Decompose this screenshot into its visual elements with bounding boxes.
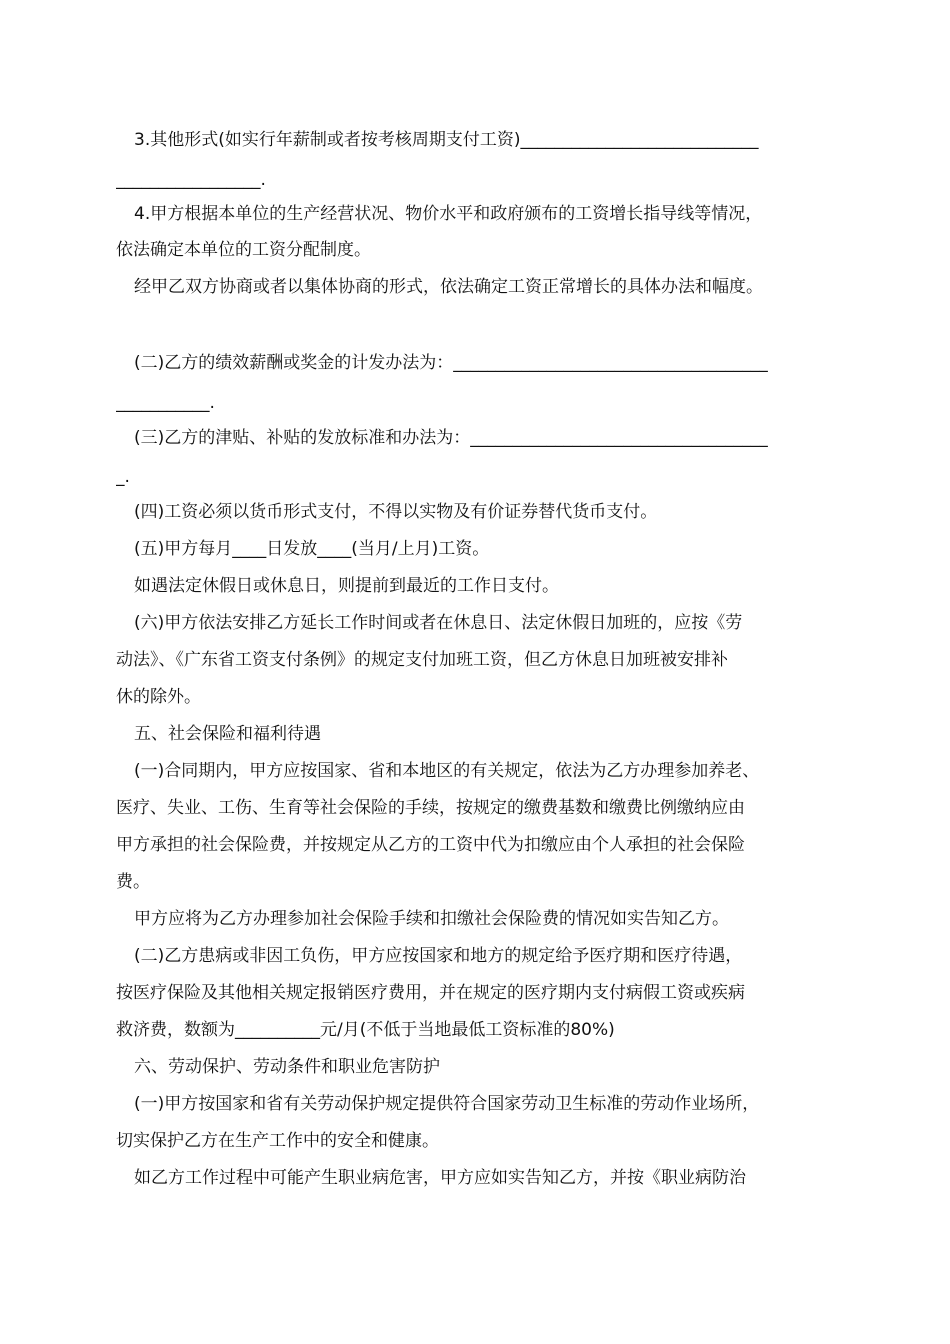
text-line: (五)甲方每月____日发放____(当月/上月)工资。 [134, 539, 490, 559]
text-line: 如乙方工作过程中可能产生职业病危害，甲方应如实告知乙方，并按《职业病防治 [134, 1168, 746, 1188]
section-heading: 六、劳动保护、劳动条件和职业危害防护 [134, 1057, 440, 1077]
text-line: 救济费，数额为__________元/月(不低于当地最低工资标准的80%) [116, 1020, 615, 1040]
text-line: 医疗、失业、工伤、生育等社会保险的手续，按规定的缴费基数和缴费比例缴纳应由 [116, 798, 745, 818]
text-line: 4.甲方根据本单位的生产经营状况、物价水平和政府颁布的工资增长指导线等情况， [134, 204, 763, 224]
text-line: (一)甲方按国家和省有关劳动保护规定提供符合国家劳动卫生标准的劳动作业场所， [134, 1094, 760, 1114]
text-line: (一)合同期内，甲方应按国家、省和本地区的有关规定，依法为乙方办理参加养老、 [134, 761, 760, 781]
text-line: 3.其他形式(如实行年薪制或者按考核周期支付工资)____________________________ [134, 130, 759, 150]
text-line: ___________. [116, 393, 215, 413]
text-line: (四)工资必须以货币形式支付，不得以实物及有价证券替代货币支付。 [134, 502, 658, 522]
text-line: 动法》、《广东省工资支付条例》的规定支付加班工资，但乙方休息日加班被安排补 [116, 650, 728, 670]
text-line: 切实保护乙方在生产工作中的安全和健康。 [116, 1131, 439, 1151]
text-line: 经甲乙双方协商或者以集体协商的形式，依法确定工资正常增长的具体办法和幅度。 [134, 277, 763, 297]
text-line: 甲方承担的社会保险费，并按规定从乙方的工资中代为扣缴应由个人承担的社会保险 [116, 835, 745, 855]
text-line: 休的除外。 [116, 687, 201, 707]
section-heading: 五、社会保险和福利待遇 [134, 724, 321, 744]
text-line: 依法确定本单位的工资分配制度。 [116, 240, 371, 260]
text-line: 按医疗保险及其他相关规定报销医疗费用，并在规定的医疗期内支付病假工资或疾病 [116, 983, 745, 1003]
text-line: _. [116, 467, 130, 487]
text-line: (二)乙方患病或非因工负伤，甲方应按国家和地方的规定给予医疗期和医疗待遇， [134, 946, 743, 966]
text-line: (六)甲方依法安排乙方延长工作时间或者在休息日、法定休假日加班的，应按《劳 [134, 613, 743, 633]
text-line: (三)乙方的津贴、补贴的发放标准和办法为：___________________________________ [134, 428, 768, 448]
text-line: 甲方应将为乙方办理参加社会保险手续和扣缴社会保险费的情况如实告知乙方。 [134, 909, 729, 929]
text-line: 费。 [116, 872, 150, 892]
text-line: 如遇法定休假日或休息日，则提前到最近的工作日支付。 [134, 576, 559, 596]
text-line: _________________. [116, 170, 266, 190]
text-line: (二)乙方的绩效薪酬或奖金的计发办法为：_____________________________________ [134, 353, 768, 373]
